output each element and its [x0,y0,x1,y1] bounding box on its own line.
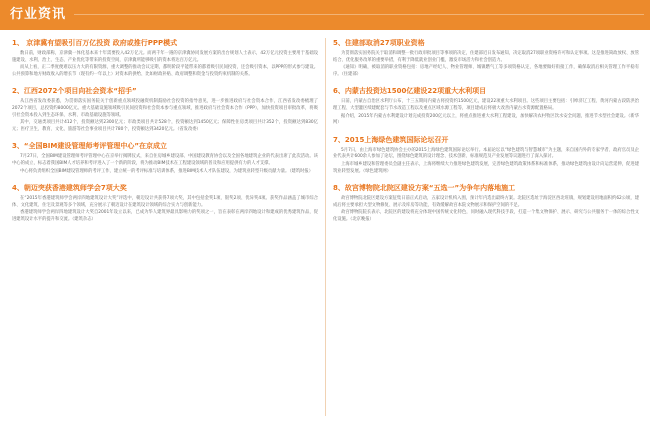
news-paragraph: 据介绍，2015年内蒙古水利建设计划完成投资200亿元以上，将重点推进重大水利工程建设，加快解决农村牧区饮水安全问题，推进节水型社会建设。（新华网） [333,113,639,126]
news-section [12,86,318,133]
news-paragraph: 日前，内蒙古自治区水利厅公布，十三五期间内蒙古将投资约1500亿元，建设22项重大水利项目。这些项目主要包括：引绰济辽工程、黄河内蒙古段防洪治理工程、大型灌区续建配套与节水改造工程以及重点区域水源工程等，项目建成后将极大改善内蒙古水资源配置格局。 [333,99,639,111]
news-paragraph: 5月7日，由上海市绿色建筑协会主办的2015上海绿色建筑国际论坛举行。本届论坛以“绿色建筑与智慧城市”为主题，来自国内外的专家学者、政府官员及企业代表共计600余人参加了论坛，围绕绿色建筑的设计理念、技术创新、标准规范及产业发展等议题进行了深入探讨。 [333,147,639,160]
news-headline[interactable]: 2、江西2072个项目向社会资本“招手” [12,87,137,96]
news-paragraph: 故宫博物院院长表示，北院区的建设将充分体现中国传统文化特色，同时融入现代科技手段，打造一个集文物保护、展示、研究与公共服务于一体的综合性文化设施。（北京晚报） [333,210,639,222]
column-divider [325,38,326,416]
news-paragraph: 香港建筑师学会两岸四地建筑设计大奖自2001年设立以来，已成为华人建筑界最具影响力的奖项之一，旨在表彰在两岸四地设计和建成的优秀建筑作品，促进建筑设计水平的提升和交流。（建筑杂志） [12,210,318,222]
news-headline[interactable]: 6、内蒙古投资达1500亿建设22项重大水利项目 [333,87,487,96]
news-headline[interactable]: 4、朝迈突获香港建筑师学会7项大奖 [12,184,127,193]
news-paragraph: 从江西省发改委获悉，为贯彻落实国务院关于创新重点领域投融资机制鼓励社会投资的指导意见，进一步推进政府与社会资本合作，江西省发改委梳理了2072个项目，总投资约8000亿元。重大基础设施领域吸引民间投资和社会资本参与重点领域，推进政府与社会资本合作（PPP），加快投资项目审批改革，将吸引社会资本投入到生态环保、水利、市政基础设施等领域。 [12,99,318,118]
news-section [333,183,639,223]
news-paragraph: 为贯彻落实国务院关于取消和调整一批行政审批项目等事项的决定，住建部近日发布通知，决定取消27项职业资格许可和认定事项。这是推进简政放权、放管结合、优化服务改革的重要举措，有利于降低就业创业门槛，激发市场活力和社会创造力。 [333,51,639,63]
news-paragraph: 故宫博物院北院区建设方案征集日前正式启动，五家设计机构入围，预计年内选出最终方案。北院区选址于海淀区西北旺镇，规划建设用地面积约62公顷，建成后将主要承担大型文物修复、展示及库房等功能，有效缓解故宫本院文物展示和保护空间的不足。 [333,196,639,208]
news-section [12,183,318,223]
news-section [333,86,639,126]
news-paragraph: 其中，交通类项目共计412个，投资额达到2300亿元；市政类项目共计528个，投资额达到1450亿元；保障性住房类项目共计352个，投资额达到830亿元；医疗卫生、教育、文化、旅游等社会事业项目共计780个，投资额达到3420亿元。（省发改委） [12,120,318,132]
news-section [333,38,639,78]
news-paragraph: 在“2015年香港建筑师学会两岸四地建筑设计大奖”评选中，朝迈设计共获得7项大奖，其中包括金奖1项、银奖2项、优异奖4项。获奖作品涵盖了城市综合体、文化建筑、住宅及景观等多个领域，充分展示了朝迈设计在建筑设计领域的综合实力与创新能力。 [12,196,318,208]
news-paragraph: 而从上看，正二季度便难以压力大的有限资源，重大调整的推动会议定期，都明阶段平能带来的都着吸引民间投资，还会吸引资本，以PPP的形式参与建设。公共预算和地方财政收入的增长节（现有约一年以上）对资本的供给、比如财政补贴、政府调整和资金与投资约束机制的关系。 [12,65,318,77]
news-paragraph: 上海市城乡建设和管理委员会副主任表示，上海将继续大力推进绿色建筑发展，完善绿色建筑政策体系和标准体系，推动绿色建筑由设计向运营延伸，促进建筑业转型发展。（绿色建筑网） [333,161,639,174]
news-section [333,135,639,175]
news-headline[interactable]: 8、故宫博物院北院区建设方案“五选一”为争年内落地施工 [333,184,516,193]
right-column [333,38,639,418]
news-paragraph: 中心将负责组织全国BIM建设管理师的考评工作，建立统一的考评标准与培训体系，推进BIM技术人才队伍建设，为建筑业转型升级贡献力量。（建筑时报） [20,168,313,174]
news-paragraph: 《通知》明确，被取消的职业资格包括：房地产经纪人、物业管理师、城镇燃气工等多项资格认定，各地要做好衔接工作，确保取消后相关管理工作平稳有序。（住建部） [333,65,639,77]
news-headline[interactable]: 3、“全国BIM建设管理师考评管理中心”在京成立 [12,142,167,151]
news-paragraph: 7月27日，全国BIM建设管理师考评管理中心在京举行揭牌仪式，来自住房城乡建设部、中国建设教育协会以及全国各地建筑企业的代表出席了此次活动。该中心的成立，标志着我国BIM人才培养和考评进入了一个新的阶段，将为推动BIM技术在工程建设领域的普及和应用提供有力的人才支撑。 [12,154,318,166]
page-title: 行业资讯 [10,7,67,22]
news-headline[interactable]: 5、住建部取消27项职业资格 [333,39,425,47]
news-section [12,141,318,175]
news-section [12,38,318,78]
news-paragraph: 数日前，财政部称，京津冀一体化基本来十年需要投入42万亿元。而两千年一遇的京津冀协同发展方案的出台规划人士表示，42万亿元投资主要用于基础设施建设、水利、治上、生态、产业优化等带来的投资空间，京津冀所能够吸引的资本将达百万亿元。 [12,51,318,63]
news-headline[interactable]: 1、 京津冀有望吸引百万亿投资 政府或推行PPP模式 [12,39,178,47]
left-column [12,38,318,418]
header-bar [0,0,650,30]
news-headline[interactable]: 7、2015上海绿色建筑国际论坛召开 [333,135,449,144]
header-rule [74,14,644,15]
